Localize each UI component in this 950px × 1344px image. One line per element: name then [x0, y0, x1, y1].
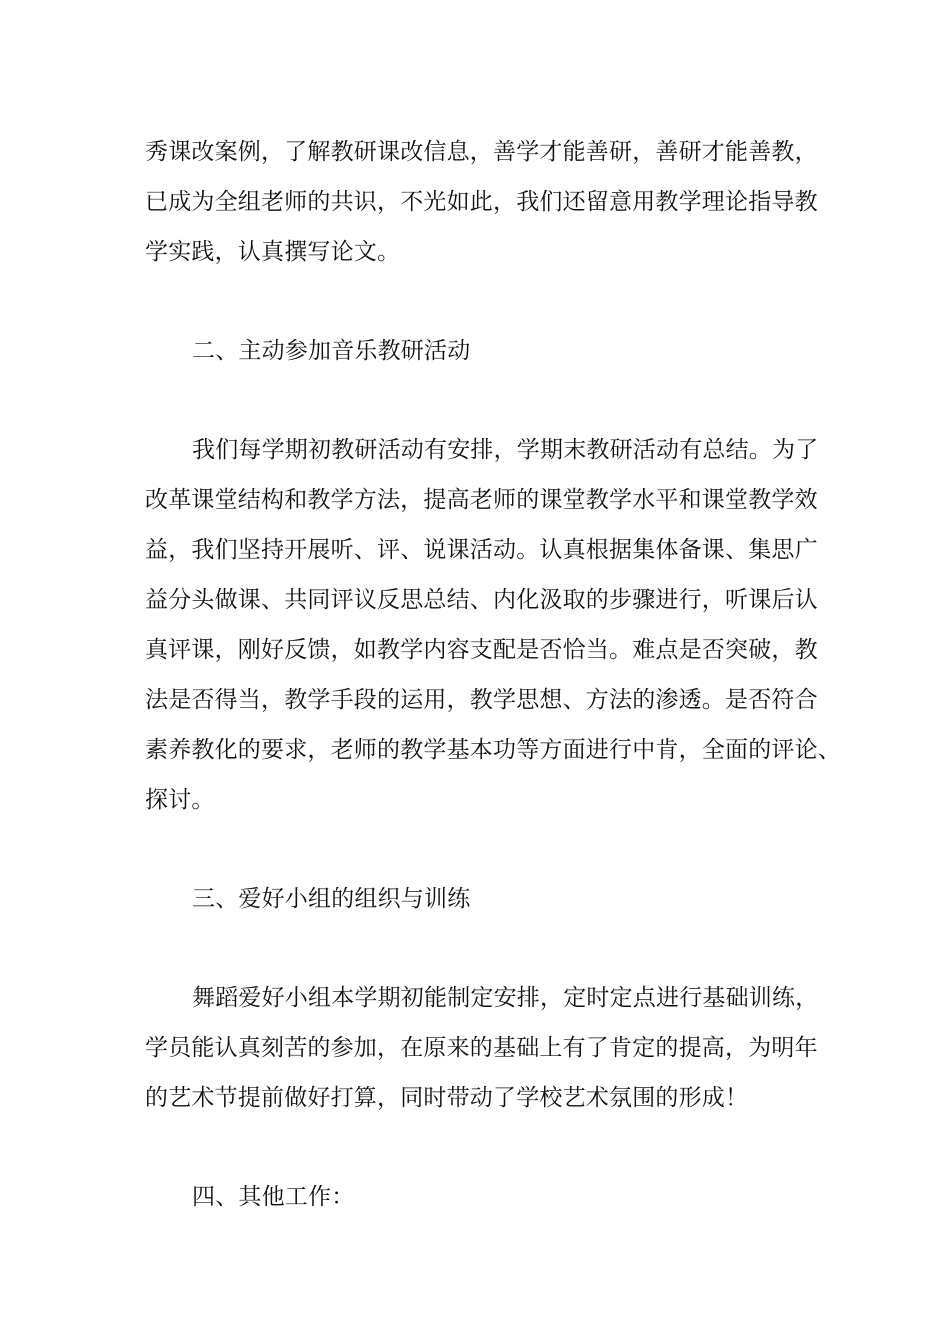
paragraph-line: 素养教化的要求，老师的教学基本功等方面进行中肯，全面的评论、: [145, 737, 841, 763]
paragraph-line: 改革课堂结构和教学方法，提高老师的课堂教学水平和课堂教学效: [145, 487, 818, 513]
paragraph-line: 学实践，认真撰写论文。: [145, 239, 401, 265]
paragraph-line: 益分头做课、共同评议反思总结、内化汲取的步骤进行，听课后认: [145, 587, 818, 613]
section-heading-2: 二、主动参加音乐教研活动: [192, 338, 471, 364]
paragraph-line: 益，我们坚持开展听、评、说课活动。认真根据集体备课、集思广: [145, 537, 818, 563]
paragraph-line: 探讨。: [145, 787, 215, 813]
paragraph-line: 已成为全组老师的共识，不光如此，我们还留意用教学理论指导教: [145, 189, 818, 215]
paragraph-line: 秀课改案例，了解教研课改信息，善学才能善研，善研才能善教，: [145, 139, 818, 165]
paragraph-line: 我们每学期初教研活动有安排，学期末教研活动有总结。为了: [192, 437, 819, 463]
paragraph-line: 舞蹈爱好小组本学期初能制定安排，定时定点进行基础训练，: [192, 985, 819, 1011]
paragraph-line: 的艺术节提前做好打算，同时带动了学校艺术氛围的形成！: [145, 1085, 749, 1111]
section-heading-3: 三、爱好小组的组织与训练: [192, 886, 471, 912]
paragraph-line: 真评课，刚好反馈，如教学内容支配是否恰当。难点是否突破，教: [145, 637, 818, 663]
section-heading-4: 四、其他工作：: [192, 1184, 355, 1210]
paragraph-line: 法是否得当，教学手段的运用，教学思想、方法的渗透。是否符合: [145, 687, 818, 713]
paragraph-line: 学员能认真刻苦的参加，在原来的基础上有了肯定的提高，为明年: [145, 1035, 818, 1061]
